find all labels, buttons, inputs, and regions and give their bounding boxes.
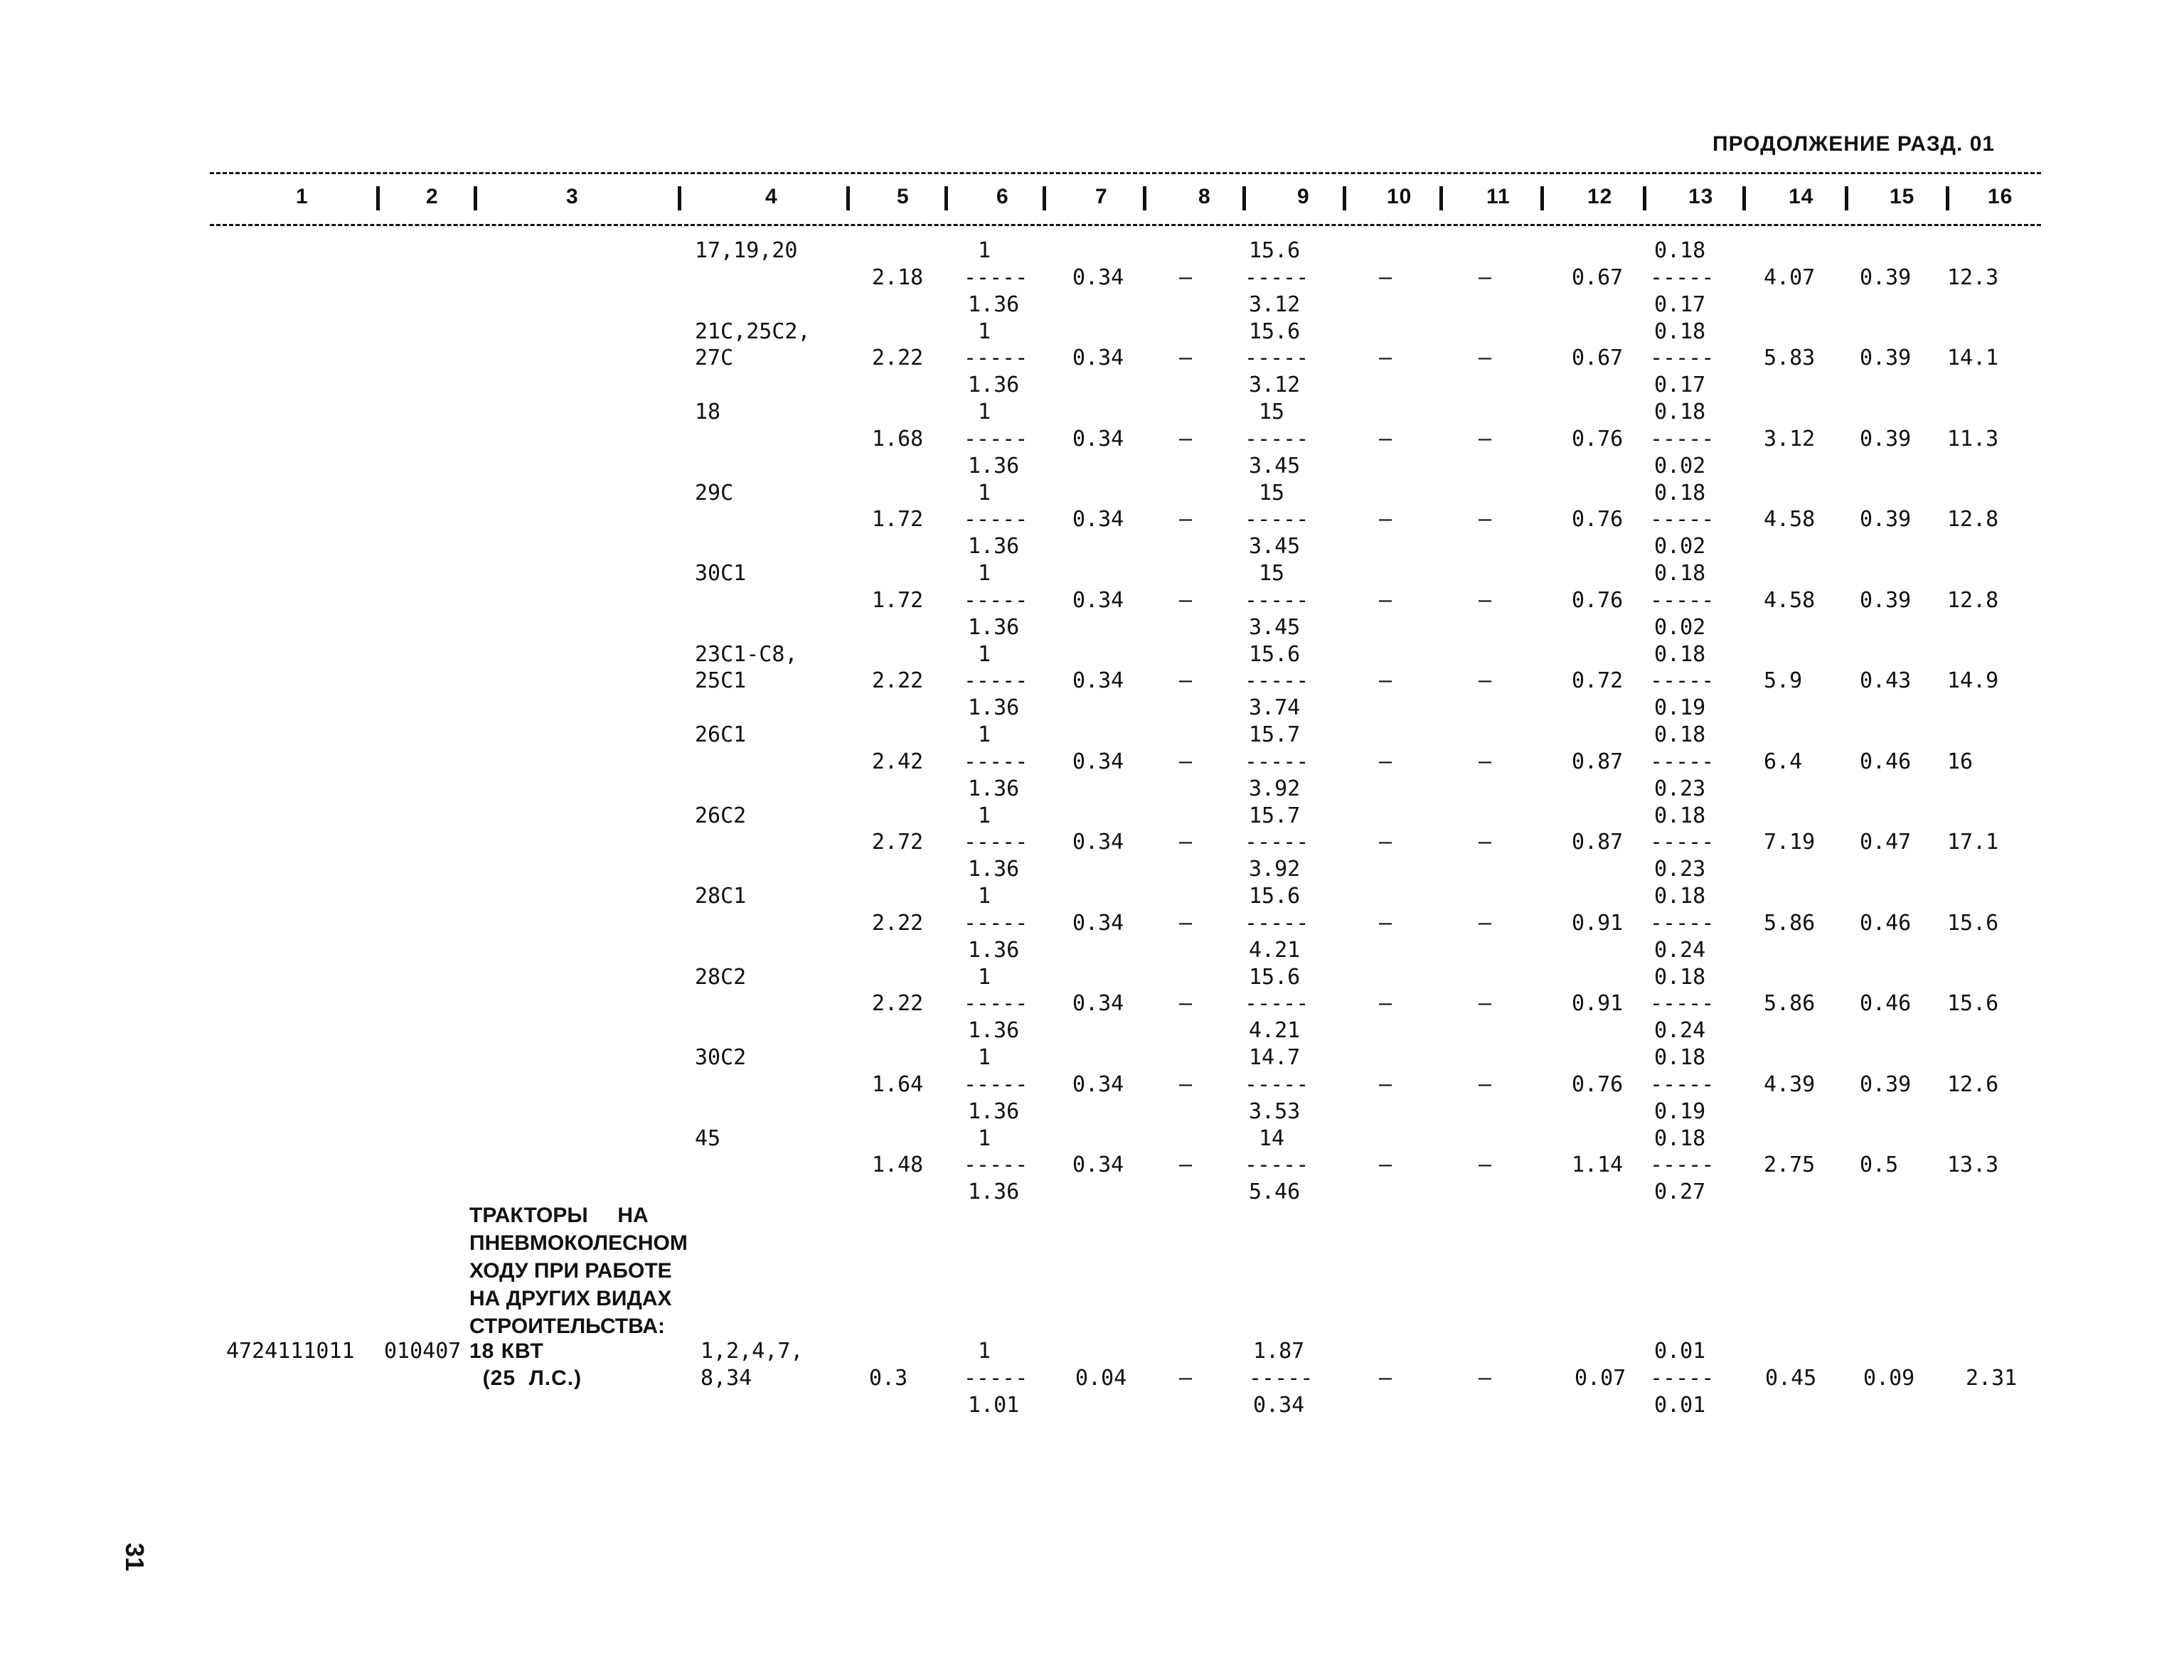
cell-col6-denominator: 1.36 [968, 857, 1020, 882]
cell-col6-fraction-line: ----- [964, 749, 1028, 774]
cell-col4: 21С,25С2, [695, 319, 811, 344]
cell-col14: 4.07 [1764, 264, 1816, 290]
column-divider [1143, 186, 1146, 210]
cell-col15: 0.46 [1860, 991, 1912, 1017]
cell-col10: – [1379, 910, 1392, 936]
cell-col13-numerator: 0.18 [1654, 1125, 1706, 1151]
cell-col6-denominator: 1.36 [968, 695, 1020, 721]
column-divider [678, 186, 681, 210]
cell-col9-denominator: 4.21 [1249, 937, 1301, 963]
group-label: ТРАКТОРЫ НА ПНЕВМОКОЛЕСНОМ ХОДУ ПРИ РАБОТЕ НА ДРУГИХ ВИДАХ СТРОИТЕЛЬСТВА: [469, 1204, 688, 1338]
cell-col4: 18 [695, 400, 721, 424]
cell-col6-fraction-line: ----- [964, 587, 1028, 613]
cell-col16: 12.6 [1947, 1071, 1999, 1097]
cell-col4: 28С1 [695, 884, 747, 909]
cell-col13-fraction-line: ----- [1650, 991, 1715, 1017]
cell-col9-fraction-line: ----- [1245, 1152, 1309, 1178]
cell-col7: 0.34 [1072, 1071, 1124, 1097]
column-header-6: 6 [996, 185, 1009, 208]
cell-col12: 0.76 [1572, 507, 1624, 533]
cell-col13-denominator: 0.19 [1654, 1098, 1706, 1124]
cell-col6-numerator: 1 [978, 400, 991, 424]
cell-col12: 0.07 [1575, 1365, 1626, 1391]
column-divider [1742, 186, 1746, 210]
cell-col11: – [1479, 1071, 1492, 1097]
cell-col1: 4724111011 [226, 1339, 355, 1364]
cell-col4: 27С [695, 346, 734, 371]
cell-col4: 26С1 [695, 722, 747, 747]
cell-col15: 0.39 [1860, 264, 1912, 290]
cell-col11: – [1479, 264, 1492, 290]
cell-col13-denominator: 0.19 [1654, 695, 1706, 721]
cell-col4: 30С2 [695, 1045, 747, 1070]
cell-col13-fraction-line: ----- [1650, 507, 1715, 533]
cell-col9-numerator: 15.6 [1249, 319, 1301, 344]
cell-col14: 4.58 [1764, 587, 1816, 613]
column-header-4: 4 [765, 185, 778, 208]
cell-col13-fraction-line: ----- [1650, 1071, 1715, 1097]
cell-col14: 2.75 [1764, 1152, 1816, 1178]
cell-col16: 16 [1947, 749, 1973, 774]
cell-col8: – [1179, 991, 1193, 1017]
column-divider [1540, 186, 1544, 210]
cell-col9-fraction-line: ----- [1245, 991, 1309, 1017]
cell-col9-fraction-line: ----- [1245, 749, 1309, 774]
cell-col5: 1.68 [872, 426, 924, 451]
cell-col15: 0.39 [1860, 346, 1912, 371]
cell-col3: 18 КВТ [469, 1339, 544, 1363]
cell-col7: 0.34 [1072, 507, 1124, 533]
cell-col11: – [1479, 910, 1492, 936]
column-header-13: 13 [1688, 185, 1714, 208]
column-divider [846, 186, 850, 210]
cell-col6-numerator: 1 [978, 238, 991, 263]
cell-col11: – [1479, 507, 1492, 533]
cell-col12: 0.76 [1572, 426, 1624, 451]
cell-col9-denominator: 3.53 [1249, 1098, 1301, 1124]
cell-col11: – [1479, 830, 1492, 855]
cell-col6-denominator: 1.36 [968, 776, 1020, 801]
cell-col13-numerator: 0.18 [1654, 480, 1706, 505]
cell-col9-fraction-line: ----- [1245, 830, 1309, 855]
cell-col9-denominator: 3.45 [1249, 614, 1301, 640]
cell-col8: – [1179, 264, 1193, 290]
cell-col16: 15.6 [1947, 991, 1999, 1017]
cell-col13-numerator: 0.18 [1654, 722, 1706, 747]
column-header-5: 5 [897, 185, 910, 208]
cell-col7: 0.34 [1072, 346, 1124, 371]
cell-col10: – [1379, 426, 1392, 451]
cell-col10: – [1379, 587, 1392, 613]
cell-col6-denominator: 1.36 [968, 937, 1020, 963]
cell-col12: 0.87 [1572, 830, 1624, 855]
cell-col11: – [1479, 668, 1492, 694]
cell-col4: 23С1-С8, [695, 641, 798, 667]
cell-col6-fraction-line: ----- [964, 1071, 1028, 1097]
cell-col13-denominator: 0.27 [1654, 1179, 1706, 1205]
cell-col14: 7.19 [1764, 830, 1816, 855]
cell-col14: 5.86 [1764, 910, 1816, 936]
cell-col6-fraction-line: ----- [964, 668, 1028, 694]
cell-col8: – [1179, 668, 1193, 694]
cell-col7: 0.04 [1075, 1365, 1127, 1391]
column-divider [1439, 186, 1443, 210]
cell-col12: 0.87 [1572, 749, 1624, 774]
cell-col6-numerator: 1 [978, 319, 991, 344]
cell-col4: 17,19,20 [695, 238, 798, 263]
cell-col13-fraction-line: ----- [1650, 910, 1715, 936]
cell-col14: 5.9 [1764, 668, 1803, 694]
cell-col13-numerator: 0.18 [1654, 1045, 1706, 1070]
cell-col8: – [1179, 507, 1193, 533]
cell-col11: – [1479, 346, 1492, 371]
cell-col13-fraction-line: ----- [1650, 749, 1715, 774]
cell-col13-numerator: 0.18 [1654, 238, 1706, 263]
column-header-3: 3 [566, 185, 579, 208]
cell-col15: 0.43 [1860, 668, 1912, 694]
cell-col16: 14.1 [1947, 346, 1999, 371]
cell-col6-numerator: 1 [978, 480, 991, 505]
cell-col9-numerator: 15.6 [1249, 884, 1301, 909]
column-divider [1242, 186, 1246, 210]
cell-col6-denominator: 1.36 [968, 534, 1020, 560]
cell-col8: – [1179, 1152, 1193, 1178]
cell-col13-numerator: 0.18 [1654, 803, 1706, 828]
cell-col13-numerator: 0.01 [1654, 1339, 1706, 1364]
column-divider [474, 186, 477, 210]
cell-col4: 1,2,4,7, [701, 1339, 804, 1364]
cell-col15: 0.39 [1860, 426, 1912, 451]
cell-col9-fraction-line: ----- [1249, 1365, 1314, 1391]
cell-col7: 0.34 [1072, 587, 1124, 613]
cell-col10: – [1379, 507, 1392, 533]
cell-col13-denominator: 0.17 [1654, 373, 1706, 398]
cell-col11: – [1479, 1152, 1492, 1178]
cell-col5: 1.64 [872, 1071, 924, 1097]
cell-col13-denominator: 0.24 [1654, 937, 1706, 963]
cell-col12: 0.91 [1572, 910, 1624, 936]
cell-col7: 0.34 [1072, 830, 1124, 855]
cell-col5: 1.48 [872, 1152, 924, 1178]
cell-col11: – [1479, 426, 1492, 451]
cell-col5: 2.72 [872, 830, 924, 855]
continuation-title: ПРОДОЛЖЕНИЕ РАЗД. 01 [1712, 132, 1996, 156]
cell-col8: – [1179, 830, 1193, 855]
cell-col12: 0.67 [1572, 264, 1624, 290]
cell-col7: 0.34 [1072, 264, 1124, 290]
column-header-12: 12 [1587, 185, 1613, 208]
cell-col9-denominator: 5.46 [1249, 1179, 1301, 1205]
cell-col16: 17.1 [1947, 830, 1999, 855]
cell-col5: 0.3 [869, 1365, 908, 1391]
cell-col13-numerator: 0.18 [1654, 561, 1706, 586]
column-header-2: 2 [426, 185, 439, 208]
cell-col9-denominator: 3.12 [1249, 291, 1301, 317]
cell-col9-denominator: 3.74 [1249, 695, 1301, 721]
cell-col6-denominator: 1.01 [968, 1392, 1020, 1418]
cell-col9-denominator: 0.34 [1253, 1392, 1305, 1418]
cell-col11: – [1479, 587, 1492, 613]
cell-col10: – [1379, 1071, 1392, 1097]
cell-col9-numerator: 15.6 [1249, 238, 1301, 263]
cell-col5: 2.22 [872, 910, 924, 936]
column-header-9: 9 [1297, 185, 1310, 208]
cell-col9-denominator: 4.21 [1249, 1018, 1301, 1044]
column-divider [1043, 186, 1046, 210]
cell-col14: 5.83 [1764, 346, 1816, 371]
cell-col13-denominator: 0.02 [1654, 534, 1706, 560]
cell-col4: 28С2 [695, 964, 747, 990]
cell-col6-fraction-line: ----- [964, 426, 1028, 451]
cell-col8: – [1179, 749, 1193, 774]
cell-col13-denominator: 0.23 [1654, 857, 1706, 882]
cell-col6-numerator: 1 [978, 722, 991, 747]
cell-col7: 0.34 [1072, 749, 1124, 774]
cell-col14: 4.39 [1764, 1071, 1816, 1097]
cell-col9-fraction-line: ----- [1245, 587, 1309, 613]
cell-col13-fraction-line: ----- [1650, 1152, 1715, 1178]
cell-col6-denominator: 1.36 [968, 1098, 1020, 1124]
cell-col9-fraction-line: ----- [1245, 668, 1309, 694]
cell-col6-numerator: 1 [978, 803, 991, 828]
cell-col9-denominator: 3.92 [1249, 857, 1301, 882]
cell-col13-fraction-line: ----- [1650, 668, 1715, 694]
cell-col6-fraction-line: ----- [964, 507, 1028, 533]
cell-col13-fraction-line: ----- [1650, 426, 1715, 451]
cell-col12: 1.14 [1572, 1152, 1624, 1178]
cell-col4: 26С2 [695, 803, 747, 828]
cell-col6-denominator: 1.36 [968, 614, 1020, 640]
cell-col9-fraction-line: ----- [1245, 507, 1309, 533]
cell-col14: 5.86 [1764, 991, 1816, 1017]
cell-col12: 0.72 [1572, 668, 1624, 694]
cell-col5: 1.72 [872, 587, 924, 613]
cell-col9-numerator: 15.7 [1249, 803, 1301, 828]
cell-col9-denominator: 3.45 [1249, 453, 1301, 478]
cell-col10: – [1379, 991, 1392, 1017]
cell-col14: 6.4 [1764, 749, 1803, 774]
column-header-15: 15 [1890, 185, 1915, 208]
cell-col8: – [1179, 910, 1193, 936]
cell-col9-numerator: 15.7 [1249, 722, 1301, 747]
cell-col8: – [1179, 1071, 1193, 1097]
column-header-16: 16 [1988, 185, 2013, 208]
cell-col16: 15.6 [1947, 910, 1999, 936]
cell-col7: 0.34 [1072, 991, 1124, 1017]
cell-col5: 1.72 [872, 507, 924, 533]
cell-col5: 2.22 [872, 668, 924, 694]
cell-col14: 3.12 [1764, 426, 1816, 451]
cell-col9-numerator: 1.87 [1253, 1339, 1305, 1364]
cell-col15: 0.5 [1860, 1152, 1899, 1178]
cell-col13-numerator: 0.18 [1654, 884, 1706, 909]
cell-col6-fraction-line: ----- [964, 346, 1028, 371]
cell-col13-fraction-line: ----- [1650, 830, 1715, 855]
cell-col13-numerator: 0.18 [1654, 400, 1706, 424]
cell-col9-numerator: 14.7 [1249, 1045, 1301, 1070]
cell-col7: 0.34 [1072, 910, 1124, 936]
column-divider [1643, 186, 1646, 210]
cell-col9-fraction-line: ----- [1245, 1071, 1309, 1097]
cell-col5: 2.22 [872, 346, 924, 371]
cell-col9-numerator: 14 [1259, 1125, 1285, 1151]
cell-col10: – [1379, 830, 1392, 855]
cell-col10: – [1379, 346, 1392, 371]
cell-col6-numerator: 1 [978, 641, 991, 667]
cell-col8: – [1179, 346, 1193, 371]
cell-col9-denominator: 3.12 [1249, 373, 1301, 398]
cell-col6-numerator: 1 [978, 964, 991, 990]
cell-col6-numerator: 1 [978, 1045, 991, 1070]
cell-col6-denominator: 1.36 [968, 1018, 1020, 1044]
cell-col15: 0.09 [1863, 1365, 1915, 1391]
cell-col9-numerator: 15 [1259, 561, 1285, 586]
cell-col8: – [1179, 587, 1193, 613]
cell-col12: 0.76 [1572, 1071, 1624, 1097]
cell-col16: 12.8 [1947, 587, 1999, 613]
cell-col13-denominator: 0.02 [1654, 453, 1706, 478]
column-header-8: 8 [1198, 185, 1211, 208]
cell-col13-numerator: 0.18 [1654, 964, 1706, 990]
cell-col15: 0.39 [1860, 587, 1912, 613]
cell-col12: 0.91 [1572, 991, 1624, 1017]
cell-col7: 0.34 [1072, 426, 1124, 451]
cell-col14: 0.45 [1765, 1365, 1817, 1391]
cell-col4: 30С1 [695, 561, 747, 586]
cell-col13-denominator: 0.23 [1654, 776, 1706, 801]
cell-col16: 12.8 [1947, 507, 1999, 533]
cell-col13-numerator: 0.18 [1654, 319, 1706, 344]
column-divider [944, 186, 948, 210]
cell-col15: 0.46 [1860, 749, 1912, 774]
cell-col6-numerator: 1 [978, 1339, 991, 1364]
column-divider [1343, 186, 1346, 210]
column-divider [376, 186, 380, 210]
cell-col6-denominator: 1.36 [968, 1179, 1020, 1205]
cell-col9-numerator: 15.6 [1249, 641, 1301, 667]
cell-col13-numerator: 0.18 [1654, 641, 1706, 667]
column-header-10: 10 [1387, 185, 1412, 208]
cell-col2: 010407 [384, 1339, 462, 1364]
cell-col12: 0.67 [1572, 346, 1624, 371]
cell-col9-denominator: 3.45 [1249, 534, 1301, 560]
cell-col5: 2.22 [872, 991, 924, 1017]
cell-col16: 12.3 [1947, 264, 1999, 290]
cell-col13-denominator: 0.17 [1654, 291, 1706, 317]
cell-col10: – [1379, 1365, 1392, 1391]
cell-col13-denominator: 0.01 [1654, 1392, 1706, 1418]
cell-col9-numerator: 15 [1259, 480, 1285, 505]
cell-col5: 2.18 [872, 264, 924, 290]
cell-col5: 2.42 [872, 749, 924, 774]
page-number: 31 [120, 1543, 149, 1572]
cell-col10: – [1379, 1152, 1392, 1178]
cell-col6-numerator: 1 [978, 561, 991, 586]
cell-col6-fraction-line: ----- [964, 991, 1028, 1017]
cell-col9-numerator: 15.6 [1249, 964, 1301, 990]
cell-col6-denominator: 1.36 [968, 291, 1020, 317]
cell-col13-denominator: 0.02 [1654, 614, 1706, 640]
cell-col6-fraction-line: ----- [964, 830, 1028, 855]
cell-col3: (25 Л.С.) [469, 1366, 582, 1390]
cell-col10: – [1379, 668, 1392, 694]
cell-col10: – [1379, 749, 1392, 774]
cell-col6-denominator: 1.36 [968, 453, 1020, 478]
cell-col6-denominator: 1.36 [968, 373, 1020, 398]
cell-col4: 45 [695, 1125, 721, 1151]
cell-col6-fraction-line: ----- [964, 1152, 1028, 1178]
cell-col10: – [1379, 264, 1392, 290]
cell-col9-numerator: 15 [1259, 400, 1285, 424]
cell-col16: 2.31 [1966, 1365, 2018, 1391]
cell-col7: 0.34 [1072, 1152, 1124, 1178]
cell-col11: – [1479, 991, 1492, 1017]
column-divider [1946, 186, 1949, 210]
cell-col13-fraction-line: ----- [1650, 346, 1715, 371]
column-header-14: 14 [1789, 185, 1814, 208]
cell-col4: 8,34 [701, 1365, 752, 1391]
cell-col8: – [1179, 426, 1193, 451]
cell-col7: 0.34 [1072, 668, 1124, 694]
cell-col16: 13.3 [1947, 1152, 1999, 1178]
cell-col4: 29С [695, 480, 734, 505]
cell-col6-fraction-line: ----- [964, 910, 1028, 936]
cell-col12: 0.76 [1572, 587, 1624, 613]
column-header-11: 11 [1486, 185, 1511, 208]
cell-col13-fraction-line: ----- [1650, 1365, 1715, 1391]
column-header-1: 1 [296, 185, 309, 208]
cell-col9-fraction-line: ----- [1245, 426, 1309, 451]
cell-col15: 0.39 [1860, 1071, 1912, 1097]
cell-col14: 4.58 [1764, 507, 1816, 533]
cell-col6-numerator: 1 [978, 1125, 991, 1151]
cell-col15: 0.47 [1860, 830, 1912, 855]
cell-col11: – [1479, 1365, 1492, 1391]
cell-col6-numerator: 1 [978, 884, 991, 909]
cell-col9-fraction-line: ----- [1245, 910, 1309, 936]
cell-col4: 25С1 [695, 668, 747, 694]
header-top-rule [210, 172, 2041, 174]
cell-col9-fraction-line: ----- [1245, 264, 1309, 290]
column-divider [1845, 186, 1848, 210]
cell-col15: 0.46 [1860, 910, 1912, 936]
column-header-7: 7 [1095, 185, 1108, 208]
cell-col16: 14.9 [1947, 668, 1999, 694]
cell-col15: 0.39 [1860, 507, 1912, 533]
header-bottom-rule [210, 224, 2041, 226]
cell-col16: 11.3 [1947, 426, 1999, 451]
cell-col13-denominator: 0.24 [1654, 1018, 1706, 1044]
cell-col11: – [1479, 749, 1492, 774]
cell-col6-fraction-line: ----- [964, 1365, 1028, 1391]
cell-col13-fraction-line: ----- [1650, 264, 1715, 290]
cell-col9-denominator: 3.92 [1249, 776, 1301, 801]
cell-col6-fraction-line: ----- [964, 264, 1028, 290]
cell-col8: – [1179, 1365, 1193, 1391]
cell-col9-fraction-line: ----- [1245, 346, 1309, 371]
cell-col13-fraction-line: ----- [1650, 587, 1715, 613]
